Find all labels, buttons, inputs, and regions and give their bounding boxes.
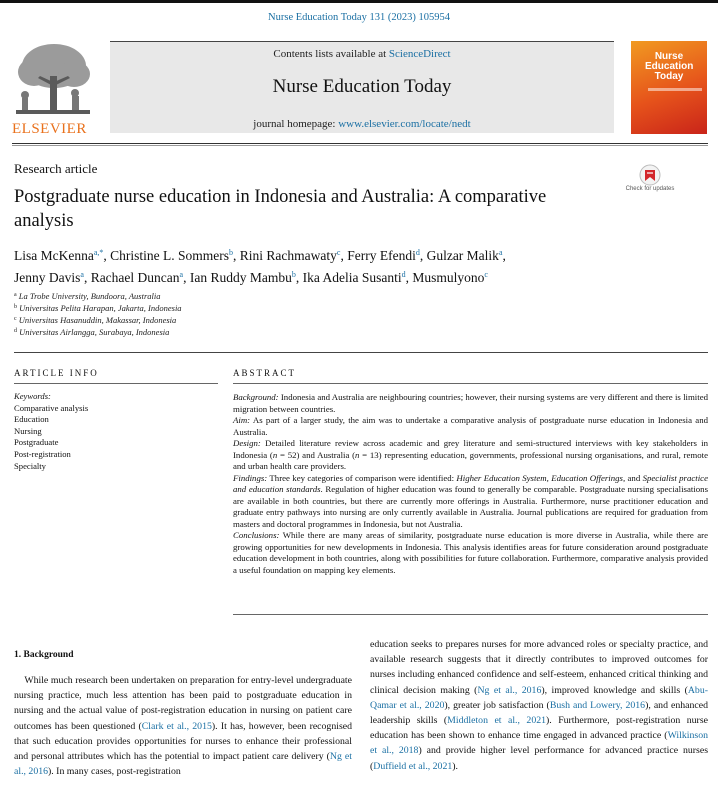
reference-link[interactable]: Clark et al., 2015 xyxy=(141,720,212,732)
author[interactable]: Rini Rachmawaty$^c$ xyxy=(239,248,341,263)
reference-link[interactable]: Ng et al., 2016 xyxy=(477,684,542,696)
author[interactable]: Jenny Davis$^a$ xyxy=(14,270,84,285)
article-info-rule xyxy=(14,383,218,384)
keyword: Specialty xyxy=(14,460,46,471)
top-bar xyxy=(0,0,718,3)
keyword: Post-registration xyxy=(14,448,71,459)
article-info-heading: ARTICLE INFO xyxy=(14,368,99,378)
affiliation: $^b$ Universitas Pelita Harapan, Jakarta, Indonesia xyxy=(14,303,182,313)
body-paragraph: education seeks to prepares nurses for more advanced roles or specialty practice, and available research suggests that it directly contributes to improved outcomes for nurses including enhanced confidence and self-esteem, enhanced critical thinking and clinical decision making (Ng et al., 2016), improved knowledge and skills (Abu-Qamar et al., 2020), greater job satisfaction (Bush and Lowery, 2016), and enhanced leadership skills (Middleton et al., 2021). Furthermore, post-registration nurse education has been shown to enhance time engaged in advanced practice (Wilkinson et al., 2018) and provide higher level performance for advanced practice nurses (Duffield et al., 2021). xyxy=(370,639,709,772)
cover-title: Nurse Education Today xyxy=(645,51,694,82)
abstract-background: Background: Indonesia and Australia are neighbouring countries; however, their nursing systems are very different and there is limited migration between countries. xyxy=(233,392,708,414)
abstract-heading: ABSTRACT xyxy=(233,368,297,378)
publisher-wordmark: ELSEVIER xyxy=(12,121,87,137)
reference-link[interactable]: Wilkinson et al., 2018 xyxy=(370,730,708,757)
cover-decoration xyxy=(648,88,702,91)
reference-link[interactable]: Abu-Qamar et al., 2020 xyxy=(370,684,708,711)
keyword: Nursing xyxy=(14,425,42,436)
affiliation: $^c$ Universitas Hasanuddin, Makassar, Indonesia xyxy=(14,315,177,325)
homepage-line xyxy=(110,118,614,130)
check-for-updates-label: Check for updates xyxy=(625,186,675,192)
reference-link[interactable]: Ng et al., 2016 xyxy=(14,751,352,778)
body-paragraph: While much research been undertaken on preparation for entry-level undergraduate nursing practice, much less attention has been paid to postgraduate education in nursing and the actual value of post-registration education in nursing on patient care outcomes has been questioned (Clark et al., 2015). It has, however, been recognised that such education provides opportunities for nurses to enhance their professional and personal attributes which has the potential to impact patient care delivery (Ng et al., 2016). In many cases, post-registration xyxy=(14,675,353,778)
author[interactable]: Ika Adelia Susanti$^d$ xyxy=(302,270,406,285)
author[interactable]: Musmulyono$^c$ xyxy=(412,270,488,285)
abstract-bottom-rule xyxy=(233,614,708,615)
author[interactable]: Rachael Duncan$^a$ xyxy=(90,270,184,285)
sciencedirect-link[interactable]: ScienceDirect xyxy=(388,48,451,60)
author[interactable]: Ian Ruddy Mambu$^b$ xyxy=(189,270,296,285)
keywords-label: Keywords: xyxy=(14,391,51,401)
author-list: Lisa McKenna$^{a,*}$, Christine L. Sommers$^b$, Rini Rachmawaty$^c$, Ferry Efendi$^d$, Gulzar Malik$^a$, Jenny Davis$^a$, Rachael Duncan$^a$, Ian Ruddy Mambu$^b$, Ika Adelia Susanti$^d$, Musmulyono$^c$ xyxy=(14,248,506,285)
body-column-left xyxy=(14,673,352,779)
masthead-rule-thin xyxy=(12,145,708,146)
journal-citation[interactable]: Nurse Education Today 131 (2023) 105954 xyxy=(268,12,450,23)
homepage-prefix: journal homepage: xyxy=(253,118,339,130)
reference-link[interactable]: Bush and Lowery, 2016 xyxy=(549,699,646,711)
affiliation: $^a$ La Trobe University, Bundoora, Australia xyxy=(14,291,161,301)
abstract-design: Design: Detailed literature review across academic and grey literature and semi-structured interviews with key stakeholders in Indonesia (n = 52) and Australia (n = 13) representing education, governments, professional nursing organisations, and rural, remote and urban health care providers. xyxy=(233,438,708,471)
author[interactable]: Christine L. Sommers$^b$ xyxy=(110,248,234,263)
abstract-conclusions: Conclusions: While there are many areas of similarity, postgraduate nurse education is more diverse in Australia, while there are growing opportunities for new developments in Indonesia. This analysis identifies areas for future consideration around postgraduate education development in both countries, along with possibilities for future collaboration. Furthermore, comparative analysis provided a useful foundation on mapping key elements. xyxy=(233,530,708,575)
affiliation-list xyxy=(14,290,414,338)
check-for-updates-badge[interactable] xyxy=(628,164,672,206)
affiliation: $^d$ Universitas Airlangga, Surabaya, Indonesia xyxy=(14,327,170,337)
header-rule xyxy=(14,352,708,353)
abstract-rule xyxy=(233,383,708,384)
abstract-aim: Aim: As part of a larger study, the aim was to undertake a comparative analysis of postgraduate nurse education in Indonesia and Australia. xyxy=(233,415,708,437)
contents-prefix: Contents lists available at xyxy=(273,48,389,60)
reference-link[interactable]: Duffield et al., 2021 xyxy=(373,760,453,772)
body-column-right xyxy=(370,637,708,774)
contents-line xyxy=(110,48,614,60)
masthead-rule xyxy=(12,143,708,144)
author[interactable]: Gulzar Malik$^a$ xyxy=(426,248,503,263)
article-title: Postgraduate nurse education in Indonesia and Australia: A comparative analysis xyxy=(14,187,547,231)
keyword: Comparative analysis xyxy=(14,402,89,413)
section-heading: 1. Background xyxy=(14,650,74,660)
abstract-body xyxy=(233,392,708,576)
author[interactable]: Lisa McKenna$^{a,*}$ xyxy=(14,248,104,263)
keywords-block xyxy=(14,391,218,472)
author[interactable]: Ferry Efendi$^d$ xyxy=(347,248,420,263)
reference-link[interactable]: Middleton et al., 2021 xyxy=(447,715,547,727)
keyword: Education xyxy=(14,414,49,425)
keyword: Postgraduate xyxy=(14,437,59,448)
journal-title: Nurse Education Today xyxy=(272,76,452,97)
article-type: Research article xyxy=(14,161,98,176)
homepage-link[interactable]: www.elsevier.com/locate/nedt xyxy=(338,118,471,130)
abstract-findings: Findings: Three key categories of comparison were identified: Higher Education System, Education Offerings, and Specialist practice and education standards. Regulation of higher education was found to generally be comparable. Postgraduate nursing specialisations are available in both countries, but there are currently more offerings in Australia. Furthermore, nurse practitioner education and graduate entry pathways into nursing are only currently available in Australia. Journal publications are required for graduation from masters and doctoral programmes in Indonesia, but not Australia. xyxy=(233,472,708,529)
